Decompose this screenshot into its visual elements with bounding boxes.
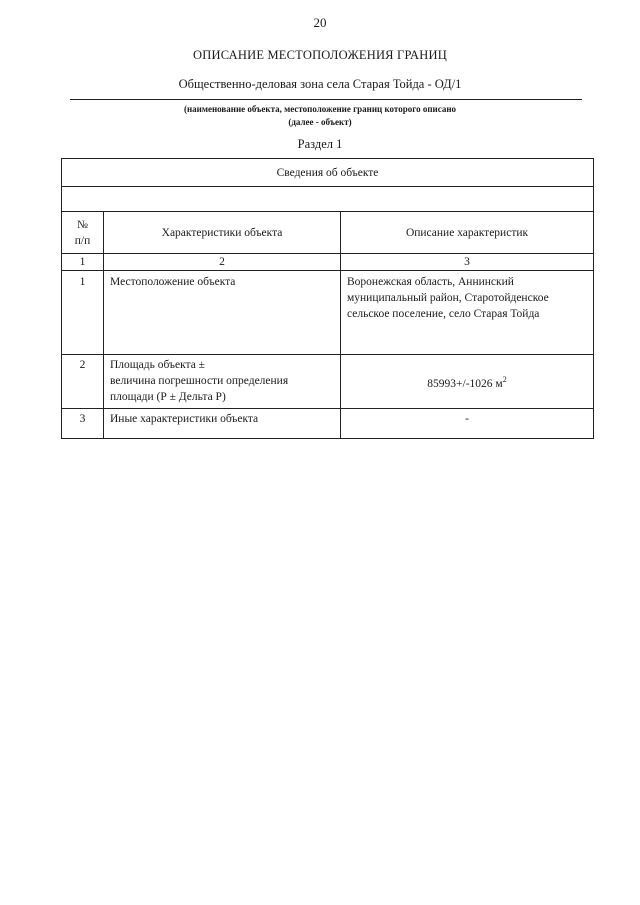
- table-header-row: [62, 159, 594, 187]
- row-3-char-line-1: Иные характеристики объекта: [110, 413, 259, 425]
- row-2-characteristic: [104, 355, 341, 409]
- row-2-char-line-2: величина погрешности определения: [110, 375, 289, 387]
- row-2-char-line-1: Площадь объекта ±: [110, 359, 205, 371]
- table-header: Сведения об объекте: [62, 159, 594, 187]
- row-1-desc-line-3: сельское поселение, село Старая Тойда: [347, 308, 540, 320]
- object-name-caption: [0, 103, 640, 129]
- row-2-number: 2: [62, 355, 104, 409]
- row-3-number: 3: [62, 409, 104, 439]
- row-2-char-line-3: площади (Р ± Дельта Р): [110, 391, 226, 403]
- row-2-area-value: 85993+/-1026 м: [427, 377, 503, 390]
- row-1-desc-line-2: муниципальный район, Старотойденское: [347, 292, 549, 304]
- section-label: Раздел 1: [297, 137, 343, 151]
- col-header-description: Описание характеристик: [341, 212, 594, 254]
- col-header-characteristics: Характеристики объекта: [104, 212, 341, 254]
- index-cell-1: 1: [62, 254, 104, 271]
- col-number-line-1: №: [77, 218, 88, 231]
- object-name-underline: [70, 99, 582, 100]
- object-name: Общественно-деловая зона села Старая Тойда - ОД/1: [178, 77, 462, 91]
- caption-line-1: (наименование объекта, местоположение границ которого описано: [183, 104, 457, 114]
- row-1-desc-line-1: Воронежская область, Аннинский: [347, 276, 514, 288]
- table-spacer-cell: [62, 187, 594, 212]
- table-row: [62, 271, 594, 355]
- col-number-line-2: п/п: [74, 234, 91, 247]
- row-1-characteristic: [104, 271, 341, 355]
- index-cell-2: 2: [104, 254, 341, 271]
- row-1-char-line-1: Местоположение объекта: [110, 276, 236, 288]
- index-cell-3: 3: [341, 254, 594, 271]
- column-header-row: [62, 212, 594, 254]
- row-1-number: 1: [62, 271, 104, 355]
- row-2-area-unit-exponent: 2: [502, 374, 507, 384]
- object-info-table: [61, 158, 594, 439]
- col-header-number: [62, 212, 104, 254]
- page-number: 20: [313, 15, 327, 30]
- table-spacer-row: [62, 187, 594, 212]
- table-row: [62, 355, 594, 409]
- table-row: [62, 409, 594, 439]
- row-2-description: [341, 355, 594, 409]
- row-3-description: -: [341, 409, 594, 439]
- row-1-description: [341, 271, 594, 355]
- caption-line-2: (далее - объект): [288, 117, 352, 127]
- document-title: ОПИСАНИЕ МЕСТОПОЛОЖЕНИЯ ГРАНИЦ: [193, 48, 447, 62]
- index-row: [62, 254, 594, 271]
- row-3-characteristic: [104, 409, 341, 439]
